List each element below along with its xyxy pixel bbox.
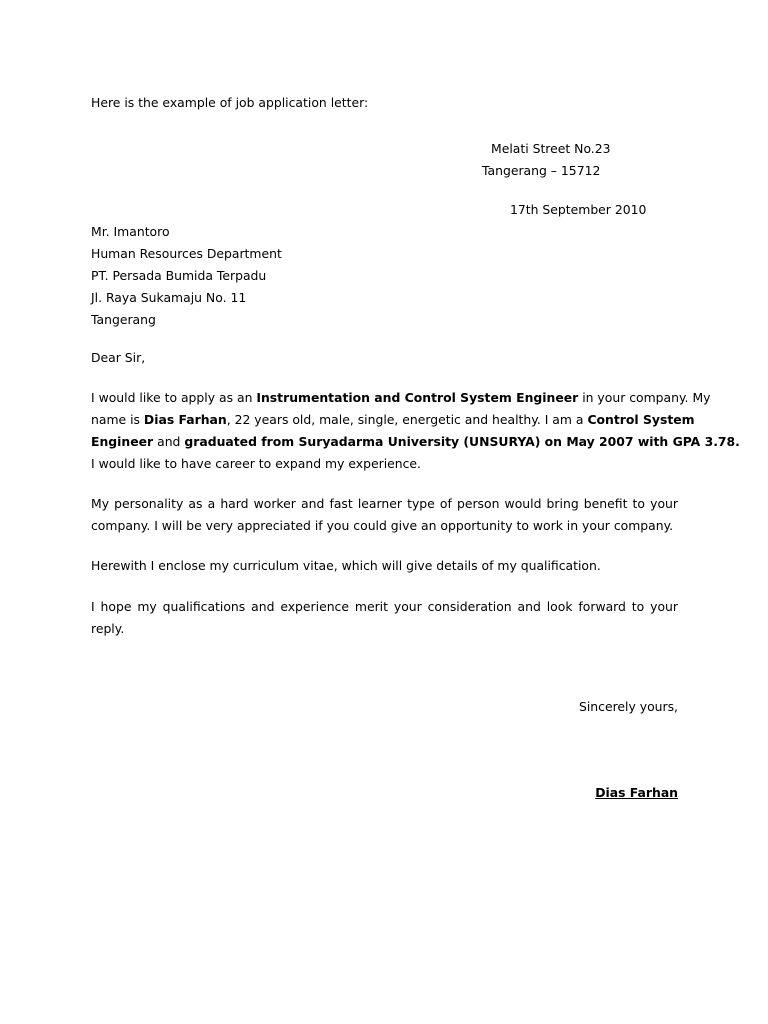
profession-cont: Engineer: [91, 434, 154, 449]
text-run: , 22 years old, male, single, energetic and healthy. I am a: [226, 412, 588, 427]
recipient-company: PT. Persada Bumida Terpadu: [91, 268, 267, 283]
paragraph-line: I hope my qualifications and experience merit your consideration and look forward to your: [91, 599, 678, 614]
sender-street: Melati Street No.23: [491, 141, 611, 156]
recipient-city: Tangerang: [91, 312, 156, 327]
closing-phrase: Sincerely yours,: [578, 699, 678, 714]
applicant-name: Dias Farhan: [143, 412, 227, 427]
paragraph-application: [91, 387, 740, 475]
paragraph-line: reply.: [91, 621, 125, 636]
paragraph-line: I would like to have career to expand my experience.: [91, 456, 421, 471]
paragraph-line: My personality as a hard worker and fast learner type of person would bring benefit to your: [91, 496, 678, 511]
paragraph-enclosure: [91, 555, 678, 577]
text-run: in your company. My: [578, 390, 711, 405]
paragraph-line: Herewith I enclose my curriculum vitae, which will give details of my qualification.: [91, 558, 601, 573]
paragraph-line: [91, 409, 695, 431]
salutation: Dear Sir,: [91, 350, 146, 365]
text-run: I would like to apply as an: [91, 390, 257, 405]
paragraph-line: [91, 431, 740, 453]
text-run: name is: [91, 412, 144, 427]
education-detail: graduated from Suryadarma University (UNSURYA) on May 2007 with GPA 3.78.: [184, 434, 740, 449]
paragraph-line: [91, 387, 711, 409]
recipient-address-block: [91, 224, 491, 334]
recipient-name: Mr. Imantoro: [91, 224, 170, 239]
recipient-department: Human Resources Department: [91, 246, 282, 261]
recipient-street: Jl. Raya Sukamaju No. 11: [91, 290, 247, 305]
profession: Control System: [587, 412, 695, 427]
paragraph-closing-hope: [91, 596, 678, 640]
intro-text: Here is the example of job application letter:: [91, 95, 369, 110]
paragraph-line: company. I will be very appreciated if you could give an opportunity to work in your company.: [91, 518, 674, 533]
text-run: and: [153, 434, 185, 449]
sender-city: Tangerang – 15712: [482, 163, 601, 178]
position-title: Instrumentation and Control System Engineer: [256, 390, 579, 405]
letter-date: 17th September 2010: [510, 202, 647, 217]
signature-name: Dias Farhan: [595, 785, 678, 800]
paragraph-personality: [91, 493, 678, 537]
